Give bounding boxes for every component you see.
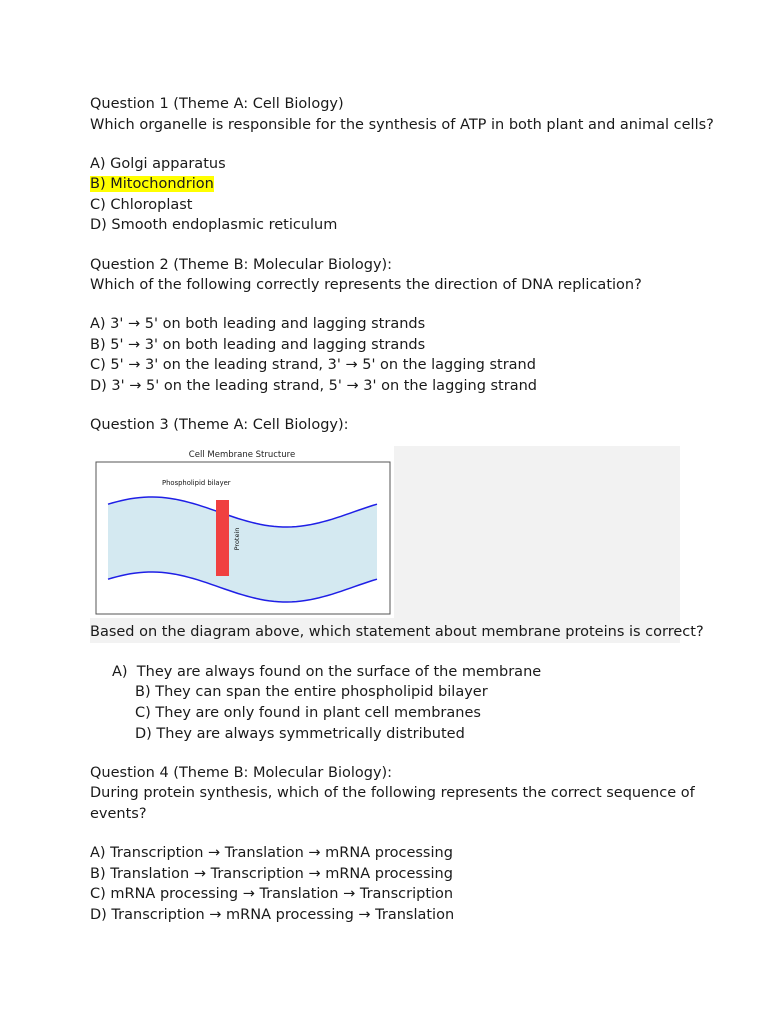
q4-option-c: C) mRNA processing → Translation → Transcription	[90, 886, 454, 903]
q1-option-a: A) Golgi apparatus	[90, 155, 226, 172]
q3-option-b: B) They can span the entire phospholipid bilayer	[135, 684, 488, 701]
q2-question: Which of the following correctly represents the direction of DNA replication?	[90, 277, 642, 294]
q3-heading: Question 3 (Theme A: Cell Biology):	[90, 417, 349, 434]
q2-option-a: A) 3' → 5' on both leading and lagging strands	[90, 316, 426, 333]
q1-question: Which organelle is responsible for the synthesis of ATP in both plant and animal cells?	[90, 116, 714, 133]
q4-heading: Question 4 (Theme B: Molecular Biology):	[90, 764, 393, 781]
q2-heading: Question 2 (Theme B: Molecular Biology):	[90, 256, 393, 273]
q4-option-b: B) Translation → Transcription → mRNA processing	[90, 865, 453, 882]
q4-question-line2: events?	[90, 805, 147, 822]
q3-option-a-text: They are always found on the surface of the membrane	[136, 663, 542, 680]
cell-membrane-figure	[90, 446, 704, 644]
q3-option-d: D) They are always symmetrically distributed	[135, 725, 465, 742]
q2-option-d: D) 3' → 5' on the leading strand, 5' → 3' on the lagging strand	[90, 378, 537, 395]
q3-option-c: C) They are only found in plant cell membranes	[135, 705, 481, 721]
phospholipid-bilayer-label: Phospholipid bilayer	[162, 478, 231, 487]
q3-option-a-marker: A)	[112, 663, 128, 680]
membrane-protein	[216, 500, 229, 576]
q3-question: Based on the diagram above, which statement about membrane proteins is correct?	[90, 623, 704, 640]
q3-options	[90, 662, 690, 744]
q1-option-c: C) Chloroplast	[90, 196, 193, 213]
q4-option-a: A) Transcription → Translation → mRNA processing	[90, 844, 453, 861]
q2-option-b: B) 5' → 3' on both leading and lagging strands	[90, 336, 426, 353]
q1-heading: Question 1 (Theme A: Cell Biology)	[90, 96, 344, 112]
q1-option-d: D) Smooth endoplasmic reticulum	[90, 217, 338, 234]
protein-label: Protein	[233, 527, 241, 551]
quiz-document	[90, 94, 714, 925]
cell-membrane-diagram	[90, 446, 680, 618]
q2-option-c: C) 5' → 3' on the leading strand, 3' → 5' on the lagging strand	[90, 357, 536, 374]
figure-title: Cell Membrane Structure	[188, 449, 296, 460]
q4-question-line1: During protein synthesis, which of the following represents the correct sequence of	[90, 785, 695, 802]
q1-option-b-highlighted: B) Mitochondrion	[90, 176, 214, 193]
q4-option-d: D) Transcription → mRNA processing → Translation	[90, 906, 455, 923]
q3-option-a	[112, 662, 690, 683]
